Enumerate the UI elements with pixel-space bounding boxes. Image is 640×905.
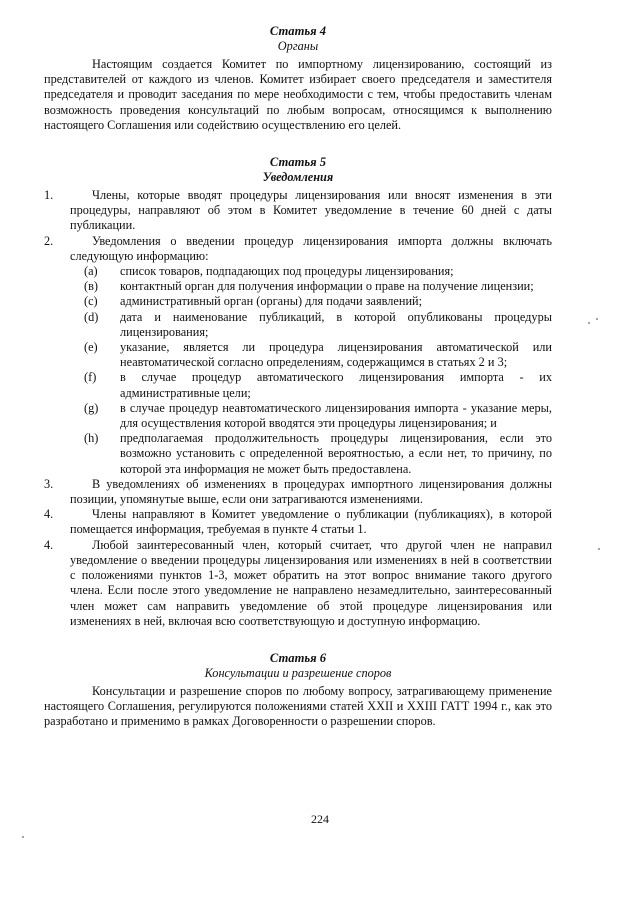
article-4-body: Настоящим создается Комитет по импортному лицензированию, состоящий из представителей от каждого из членов. Комитет избирает своего председателя и заместителя председателя и проводит заседания по мере необходимости с тем, чтобы предоставить членам возможность проведения консультаций по любым вопросам, относящимся к выполнению настоящего Соглашения или содействию осуществлению его целей. xyxy=(44,57,552,132)
scan-speck xyxy=(598,548,600,550)
article-5-subtitle: Уведомления xyxy=(262,170,334,185)
article-4 xyxy=(44,24,552,133)
article-5-paragraph-4 xyxy=(44,507,552,537)
notification-items-list xyxy=(84,264,552,477)
scan-speck xyxy=(588,322,590,324)
list-item xyxy=(84,294,552,309)
list-item-text: указание, является ли процедура лицензирования автоматической или неавтоматической согласно определениям, содержащимся в статьях 2 и 3; xyxy=(120,340,552,370)
paragraph-text: В уведомлениях об изменениях в процедурах импортного лицензирования должны позиции, упомянутые выше, если они затрагиваются изменениями. xyxy=(70,476,552,507)
list-item xyxy=(84,431,552,477)
document-page xyxy=(44,24,552,730)
list-item-label: (a) xyxy=(84,264,98,279)
list-item xyxy=(84,264,552,279)
list-item xyxy=(84,401,552,431)
list-item-label: (h) xyxy=(84,431,99,446)
article-6-body: Консультации и разрешение споров по любому вопросу, затрагивающему применение настоящего Соглашения, регулируются положениями статей XXII и XXIII ГАТТ 1994 г., как это разработано и применимо в рамках Договоренности о разрешении споров. xyxy=(44,683,552,729)
list-item-label: (f) xyxy=(84,370,97,385)
page-number: 224 xyxy=(311,812,329,826)
paragraph-text: Уведомления о введении процедур лицензирования импорта должны включать следующую информацию: xyxy=(70,233,552,263)
article-6 xyxy=(44,651,552,730)
paragraph-text: Любой заинтересованный член, который считает, что другой член не направил уведомление о введении процедуры лицензирования или изменениях в ней в соответствии с положениями пунктов 1-3, может обратить на этот вопрос внимание такого другого члена. Если после этого уведомление не направлено незамедлительно, заинтересованный член может сам направить уведомление об этой процедуре лицензирования или изменениях в ней, включая всю соответствующую и доступную информацию. xyxy=(70,537,552,628)
article-6-title: Статья 6 xyxy=(269,650,327,665)
article-4-subtitle: Органы xyxy=(277,39,319,53)
list-item-text: предполагаемая продолжительность процедуры лицензирования, если это возможно установить с определенной вероятностью, а если нет, то причину, по которой эта информация не может быть предоставлена. xyxy=(120,431,552,476)
paragraph-text: Члены, которые вводят процедуры лицензирования или вносят изменения в эти процедуры, направляют об этом в Комитет уведомление в течение 60 дней с даты публикации. xyxy=(70,188,552,233)
paragraph-number: 3. xyxy=(44,476,54,491)
list-item xyxy=(84,370,552,400)
list-item xyxy=(84,279,552,294)
list-item-text: дата и наименование публикаций, в которой опубликованы процедуры лицензирования; xyxy=(120,309,552,339)
list-item-text: контактный орган для получения информации о праве на получение лицензии; xyxy=(120,279,534,294)
paragraph-number: 4. xyxy=(44,507,54,522)
scan-speck xyxy=(22,836,24,838)
list-item-label: (в) xyxy=(84,279,98,294)
list-item-label: (e) xyxy=(84,340,98,355)
list-item-label: (g) xyxy=(84,400,99,415)
list-item-text: список товаров, подпадающих под процедуры лицензирования; xyxy=(120,264,454,279)
list-item xyxy=(84,340,552,370)
article-5-paragraph-3 xyxy=(44,477,552,507)
paragraph-text: Члены направляют в Комитет уведомление о публикации (публикациях), в которой помещается информация, требуемая в пункте 4 статьи 1. xyxy=(70,507,552,537)
paragraph-number: 1. xyxy=(44,188,54,203)
list-item-text: в случае процедур автоматического лицензирования импорта - их административные цели; xyxy=(120,370,552,400)
article-5-title: Статья 5 xyxy=(269,155,327,170)
article-5-paragraph-1 xyxy=(44,188,552,234)
article-6-subtitle: Консультации и разрешение споров xyxy=(204,665,392,680)
article-5-paragraph-5 xyxy=(44,538,552,629)
paragraph-number: 2. xyxy=(44,233,54,248)
article-4-title: Статья 4 xyxy=(269,24,327,38)
list-item-label: (c) xyxy=(84,294,98,309)
scan-speck xyxy=(596,318,598,320)
paragraph-number: 4. xyxy=(44,537,54,552)
article-5 xyxy=(44,155,552,629)
list-item-label: (d) xyxy=(84,309,99,324)
list-item-text: в случае процедур неавтоматического лицензирования импорта - указание меры, для осуществления которой вводятся эти процедуры лицензирования; и xyxy=(120,400,552,431)
list-item-text: административный орган (органы) для подачи заявлений; xyxy=(120,294,423,309)
article-5-paragraph-2 xyxy=(44,234,552,264)
list-item xyxy=(84,310,552,340)
